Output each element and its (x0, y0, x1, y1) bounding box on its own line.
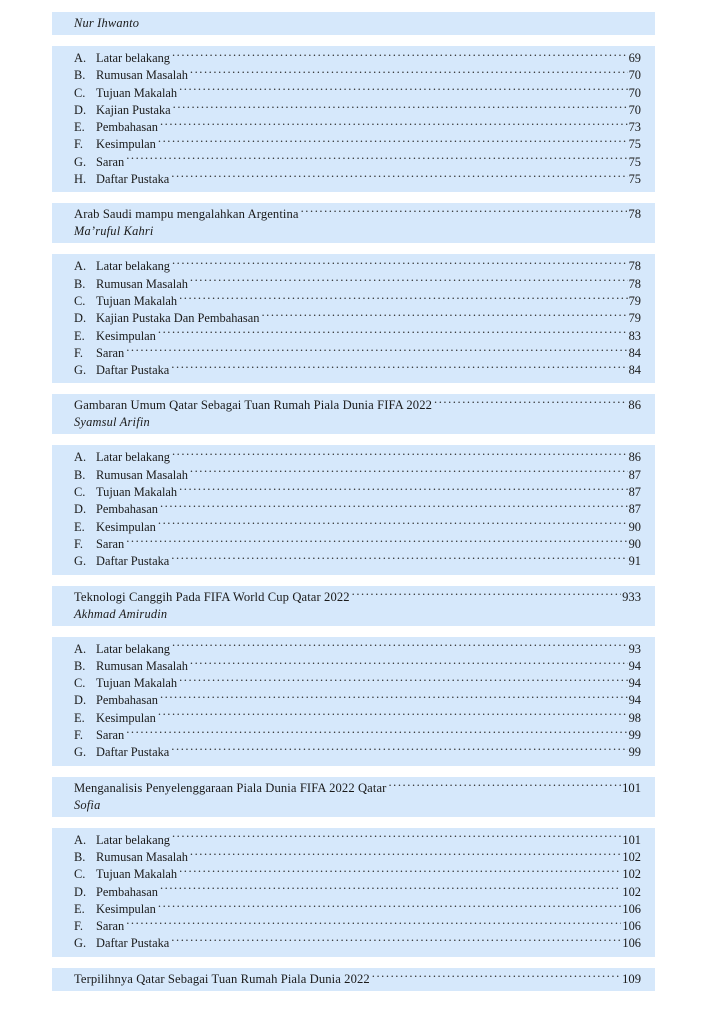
toc-entry-letter: A. (74, 51, 87, 65)
toc-entry-page-number: 102 (622, 849, 641, 864)
toc-entry-label: Rumusan Masalah (96, 467, 188, 482)
toc-entry-letter: F. (74, 345, 83, 360)
toc-entry[interactable] (74, 293, 641, 310)
dot-leader (126, 154, 627, 166)
dot-leader (171, 553, 627, 565)
toc-section-heading (52, 12, 655, 35)
dot-leader (190, 849, 622, 861)
toc-entry-label: Kajian Pustaka Dan Pembahasan (96, 311, 260, 326)
toc-entry-label: Saran (96, 345, 125, 360)
dot-leader (190, 658, 628, 670)
toc-entry-label: Tujuan Makalah (96, 485, 178, 500)
toc-entry-letter: D. (74, 693, 87, 708)
toc-entry-letter: F. (74, 536, 83, 551)
toc-entry-letter: B. (74, 68, 86, 83)
toc-entry[interactable] (74, 710, 641, 727)
dot-leader (179, 293, 628, 305)
toc-item-list (52, 46, 655, 192)
toc-entry-letter: G. (74, 154, 87, 169)
dot-leader (173, 102, 628, 114)
toc-entry-letter: B. (74, 276, 86, 291)
toc-section-heading (52, 777, 655, 817)
toc-section-heading (52, 968, 655, 991)
dot-leader (126, 727, 627, 739)
toc-entry-label: Latar belakang (96, 641, 170, 656)
dot-leader (388, 780, 621, 792)
toc-entry-letter: E. (74, 710, 85, 725)
dot-leader (172, 641, 628, 653)
toc-entry-label: Pembahasan (96, 120, 158, 135)
toc-entry-letter: A. (74, 450, 87, 465)
toc-entry-letter: G. (74, 363, 87, 378)
toc-section-page-number: 933 (622, 589, 641, 604)
toc-entry[interactable] (74, 136, 641, 153)
toc-section-page-number: 109 (622, 971, 641, 986)
toc-entry-label: Kesimpulan (96, 519, 156, 534)
toc-entry-label: Rumusan Masalah (96, 276, 188, 291)
toc-section-title: Arab Saudi mampu mengalahkan Argentina (74, 207, 299, 222)
toc-entry-page-number: 70 (628, 68, 641, 83)
toc-entry-letter: E. (74, 519, 85, 534)
toc-section-author: Akhmad Amirudin (74, 606, 168, 621)
toc-entry-page-number: 94 (628, 693, 641, 708)
toc-entry-page-number: 91 (628, 554, 641, 569)
dot-leader (158, 328, 628, 340)
toc-entry-label: Kesimpulan (96, 901, 156, 916)
dot-leader (126, 918, 621, 930)
toc-entry-letter: C. (74, 85, 86, 100)
toc-section-title: Gambaran Umum Qatar Sebagai Tuan Rumah Piala Dunia FIFA 2022 (74, 398, 432, 413)
toc-entry[interactable] (74, 154, 641, 171)
dot-leader (179, 675, 628, 687)
toc-entry-page-number: 106 (622, 919, 641, 934)
toc-entry-letter: E. (74, 901, 85, 916)
dot-leader (160, 119, 628, 131)
toc-section-title-row[interactable] (74, 206, 641, 223)
dot-leader (190, 276, 628, 288)
toc-entry[interactable] (74, 484, 641, 501)
toc-entry-page-number: 102 (622, 884, 641, 899)
toc-entry-letter: A. (74, 641, 87, 656)
dot-leader (261, 310, 627, 322)
toc-entry-page-number: 90 (628, 519, 641, 534)
toc-entry[interactable] (74, 345, 641, 362)
toc-entry-label: Kesimpulan (96, 710, 156, 725)
toc-section-page-number: 78 (628, 207, 641, 222)
toc-entry[interactable] (74, 310, 641, 327)
toc-entry-page-number: 106 (622, 936, 641, 951)
toc-item-list (52, 445, 655, 574)
toc-entry-letter: F. (74, 137, 83, 152)
toc-entry-page-number: 79 (628, 293, 641, 308)
toc-entry-page-number: 79 (628, 311, 641, 326)
toc-entry-letter: G. (74, 936, 87, 951)
toc-entry-label: Daftar Pustaka (96, 936, 170, 951)
toc-entry[interactable] (74, 258, 641, 275)
toc-entry-label: Saran (96, 728, 125, 743)
toc-entry-label: Saran (96, 536, 125, 551)
toc-entry-page-number: 75 (628, 137, 641, 152)
toc-section-page-number: 86 (628, 398, 641, 413)
toc-entry-page-number: 87 (628, 485, 641, 500)
toc-entry-label: Latar belakang (96, 259, 170, 274)
dot-leader (190, 67, 628, 79)
toc-entry[interactable] (74, 328, 641, 345)
dot-leader (172, 449, 628, 461)
toc-entry-letter: E. (74, 328, 85, 343)
toc-entry-label: Tujuan Makalah (96, 85, 178, 100)
toc-entry-page-number: 93 (628, 641, 641, 656)
toc-entry-label: Saran (96, 154, 125, 169)
toc-entry-page-number: 69 (628, 51, 641, 65)
toc-entry-letter: F. (74, 919, 83, 934)
toc-section-author: Syamsul Arifin (74, 415, 150, 430)
block-spacer (0, 383, 724, 394)
toc-entry-label: Rumusan Masalah (96, 68, 188, 83)
toc-entry-label: Daftar Pustaka (96, 363, 170, 378)
toc-entry[interactable] (74, 536, 641, 553)
block-spacer (0, 575, 724, 586)
toc-section-author: Ma’ruful Kahri (74, 224, 154, 239)
block-spacer (0, 626, 724, 637)
toc-section-page-number: 101 (622, 780, 641, 795)
toc-entry-label: Kesimpulan (96, 328, 156, 343)
block-spacer (0, 817, 724, 828)
toc-entry-letter: D. (74, 102, 87, 117)
toc-entry-page-number: 87 (628, 467, 641, 482)
toc-entry[interactable] (74, 849, 641, 866)
toc-entry[interactable] (74, 918, 641, 935)
toc-entry-page-number: 83 (628, 328, 641, 343)
toc-entry-label: Rumusan Masalah (96, 849, 188, 864)
toc-section-author: Sofia (74, 797, 101, 812)
dot-leader (158, 901, 622, 913)
dot-leader (172, 832, 621, 844)
toc-entry-label: Tujuan Makalah (96, 676, 178, 691)
toc-entry-label: Daftar Pustaka (96, 554, 170, 569)
toc-entry-page-number: 99 (628, 728, 641, 743)
toc-entry[interactable] (74, 866, 641, 883)
toc-section-heading (52, 586, 655, 626)
toc-entry-letter: D. (74, 884, 87, 899)
toc-entry[interactable] (74, 467, 641, 484)
toc-section-author: Nur Ihwanto (74, 16, 140, 30)
dot-leader (179, 484, 628, 496)
dot-leader (171, 744, 627, 756)
dot-leader (171, 362, 627, 374)
dot-leader (172, 50, 628, 62)
toc-entry-letter: G. (74, 745, 87, 760)
toc-section-heading (52, 394, 655, 434)
toc-entry[interactable] (74, 85, 641, 102)
toc-entry[interactable] (74, 449, 641, 466)
toc-entry-label: Saran (96, 919, 125, 934)
toc-section-title-row[interactable] (74, 971, 641, 988)
toc-entry-letter: B. (74, 658, 86, 673)
dot-leader (179, 85, 628, 97)
dot-leader (171, 171, 627, 183)
toc-entry[interactable] (74, 50, 641, 67)
toc-item-list (52, 254, 655, 383)
toc-entry-label: Tujuan Makalah (96, 293, 178, 308)
dot-leader (158, 710, 628, 722)
toc-entry-letter: A. (74, 259, 87, 274)
toc-entry[interactable] (74, 675, 641, 692)
toc-entry-page-number: 84 (628, 363, 641, 378)
dot-leader (171, 935, 621, 947)
block-spacer (0, 192, 724, 203)
dot-leader (372, 971, 621, 983)
toc-entry-label: Pembahasan (96, 693, 158, 708)
toc-entry[interactable] (74, 171, 641, 188)
dot-leader (160, 884, 621, 896)
toc-entry[interactable] (74, 102, 641, 119)
toc-entry-letter: D. (74, 502, 87, 517)
toc-section-title: Terpilihnya Qatar Sebagai Tuan Rumah Piala Dunia 2022 (74, 971, 370, 986)
toc-entry-letter: C. (74, 293, 86, 308)
block-spacer (0, 243, 724, 254)
toc-entry[interactable] (74, 641, 641, 658)
toc-section-title-row[interactable] (74, 780, 641, 797)
block-spacer (0, 766, 724, 777)
toc-entry-label: Kajian Pustaka (96, 102, 171, 117)
toc-entry-page-number: 87 (628, 502, 641, 517)
toc-entry[interactable] (74, 67, 641, 84)
toc-entry-page-number: 99 (628, 745, 641, 760)
dot-leader (179, 866, 621, 878)
toc-entry-label: Pembahasan (96, 502, 158, 517)
toc-entry[interactable] (74, 935, 641, 952)
toc-entry[interactable] (74, 501, 641, 518)
toc-entry-label: Latar belakang (96, 450, 170, 465)
dot-leader (160, 692, 628, 704)
block-spacer (0, 957, 724, 968)
toc-entry-letter: G. (74, 554, 87, 569)
toc-entry-label: Latar belakang (96, 51, 170, 65)
block-spacer (0, 434, 724, 445)
block-spacer (0, 35, 724, 46)
toc-entry-page-number: 73 (628, 120, 641, 135)
toc-section-title: Teknologi Canggih Pada FIFA World Cup Qatar 2022 (74, 589, 350, 604)
toc-entry-page-number: 70 (628, 102, 641, 117)
toc-entry-page-number: 78 (628, 276, 641, 291)
toc-entry-letter: D. (74, 311, 87, 326)
toc-entry-letter: C. (74, 867, 86, 882)
toc-item-list (52, 637, 655, 766)
toc-section-title: Menganalisis Penyelenggaraan Piala Dunia FIFA 2022 Qatar (74, 780, 387, 795)
toc-item-list (52, 828, 655, 957)
toc-entry[interactable] (74, 519, 641, 536)
toc-entry-letter: C. (74, 485, 86, 500)
toc-entry[interactable] (74, 658, 641, 675)
toc-entry-page-number: 101 (622, 832, 641, 847)
toc-entry-page-number: 75 (628, 172, 641, 187)
dot-leader (190, 467, 628, 479)
dot-leader (352, 589, 621, 601)
dot-leader (172, 258, 628, 270)
toc-entry-label: Daftar Pustaka (96, 745, 170, 760)
toc-section-heading (52, 203, 655, 243)
toc-entry[interactable] (74, 744, 641, 761)
toc-entry-letter: F. (74, 728, 83, 743)
toc-entry-page-number: 78 (628, 259, 641, 274)
toc-entry-page-number: 94 (628, 676, 641, 691)
dot-leader (158, 136, 628, 148)
toc-entry[interactable] (74, 727, 641, 744)
dot-leader (301, 206, 628, 218)
toc-entry-letter: B. (74, 849, 86, 864)
toc-entry-label: Kesimpulan (96, 137, 156, 152)
toc-entry[interactable] (74, 901, 641, 918)
toc-entry[interactable] (74, 553, 641, 570)
toc-entry-label: Pembahasan (96, 884, 158, 899)
toc-entry-label: Daftar Pustaka (96, 172, 170, 187)
toc-entry-label: Tujuan Makalah (96, 867, 178, 882)
toc-entry-label: Rumusan Masalah (96, 658, 188, 673)
toc-entry-page-number: 75 (628, 154, 641, 169)
toc-entry-letter: C. (74, 676, 86, 691)
toc-entry-letter: B. (74, 467, 86, 482)
toc-section-title-row[interactable] (74, 589, 641, 606)
toc-entry-page-number: 94 (628, 658, 641, 673)
dot-leader (126, 536, 627, 548)
toc-entry-page-number: 106 (622, 901, 641, 916)
toc-entry[interactable] (74, 362, 641, 379)
toc-entry[interactable] (74, 692, 641, 709)
dot-leader (434, 397, 627, 409)
toc-entry-label: Latar belakang (96, 832, 170, 847)
toc-entry-page-number: 102 (622, 867, 641, 882)
toc-entry-letter: A. (74, 832, 87, 847)
toc-entry-letter: H. (74, 172, 87, 187)
toc-entry-page-number: 98 (628, 710, 641, 725)
toc-entry-letter: E. (74, 120, 85, 135)
toc-section-title-row[interactable] (74, 397, 641, 414)
dot-leader (126, 345, 627, 357)
toc-entry[interactable] (74, 884, 641, 901)
toc-entry[interactable] (74, 119, 641, 136)
toc-entry[interactable] (74, 832, 641, 849)
toc-entry-page-number: 86 (628, 450, 641, 465)
toc-entry-page-number: 70 (628, 85, 641, 100)
toc-entry[interactable] (74, 276, 641, 293)
toc-entry-page-number: 90 (628, 536, 641, 551)
dot-leader (158, 519, 628, 531)
toc-entry-page-number: 84 (628, 345, 641, 360)
dot-leader (160, 501, 628, 513)
